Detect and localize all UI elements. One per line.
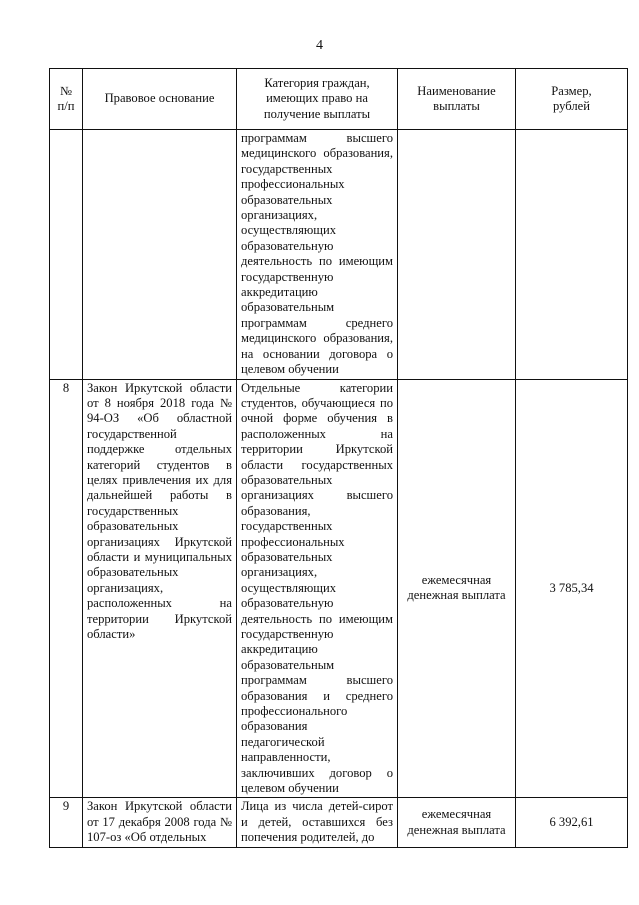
row-number: 9	[50, 798, 83, 847]
header-legal-basis: Правовое основание	[83, 69, 237, 130]
row-payment-size: 3 785,34	[516, 379, 628, 798]
row-payment-name	[398, 130, 516, 380]
payments-table	[49, 68, 628, 848]
table-row	[50, 798, 628, 847]
row-payment-name: ежемесячная денежная выплата	[398, 798, 516, 847]
row-citizen-category: Лица из числа детей-сирот и детей, оставшихся без попечения родителей, до	[237, 798, 398, 847]
row-citizen-category: программам высшего медицинского образования, государственных профессиональных образовательных организациях, осуществляющих образовательную деятельность по имеющим государственную аккредитацию образовательным программам среднего медицинского образования, на основании договора о целевом обучении	[237, 130, 398, 380]
row-payment-size	[516, 130, 628, 380]
row-citizen-category: Отдельные категории студентов, обучающиеся по очной форме обучения в расположенных на территории Иркутской области государственных образовательных организациях высшего образования, государственных профессиональных образовательных организациях, осуществляющих образовательную деятельность по имеющим государственную аккредитацию образовательным программам высшего образования и среднего профессионального образования педагогической направленности, заключивших договор о целевом обучении	[237, 379, 398, 798]
row-number	[50, 130, 83, 380]
row-payment-name: ежемесячная денежная выплата	[398, 379, 516, 798]
row-legal-basis: Закон Иркутской области от 17 декабря 2008 года № 107-оз «Об отдельных	[83, 798, 237, 847]
header-citizen-category: Категория граждан, имеющих право на получение выплаты	[237, 69, 398, 130]
header-number: № п/п	[50, 69, 83, 130]
table-row	[50, 379, 628, 798]
row-legal-basis	[83, 130, 237, 380]
row-number: 8	[50, 379, 83, 798]
table-row	[50, 130, 628, 380]
header-payment-size: Размер, рублей	[516, 69, 628, 130]
page-number: 4	[316, 38, 323, 53]
header-payment-name: Наименование выплаты	[398, 69, 516, 130]
table-header-row	[50, 69, 628, 130]
row-legal-basis: Закон Иркутской области от 8 ноября 2018 года № 94-ОЗ «Об областной государственной поддержке отдельных категорий студентов в целях привлечения их для дальнейшей работы в государственных образовательных организациях Иркутской области и муниципальных образовательных организациях, расположенных на территории Иркутской области»	[83, 379, 237, 798]
row-payment-size: 6 392,61	[516, 798, 628, 847]
